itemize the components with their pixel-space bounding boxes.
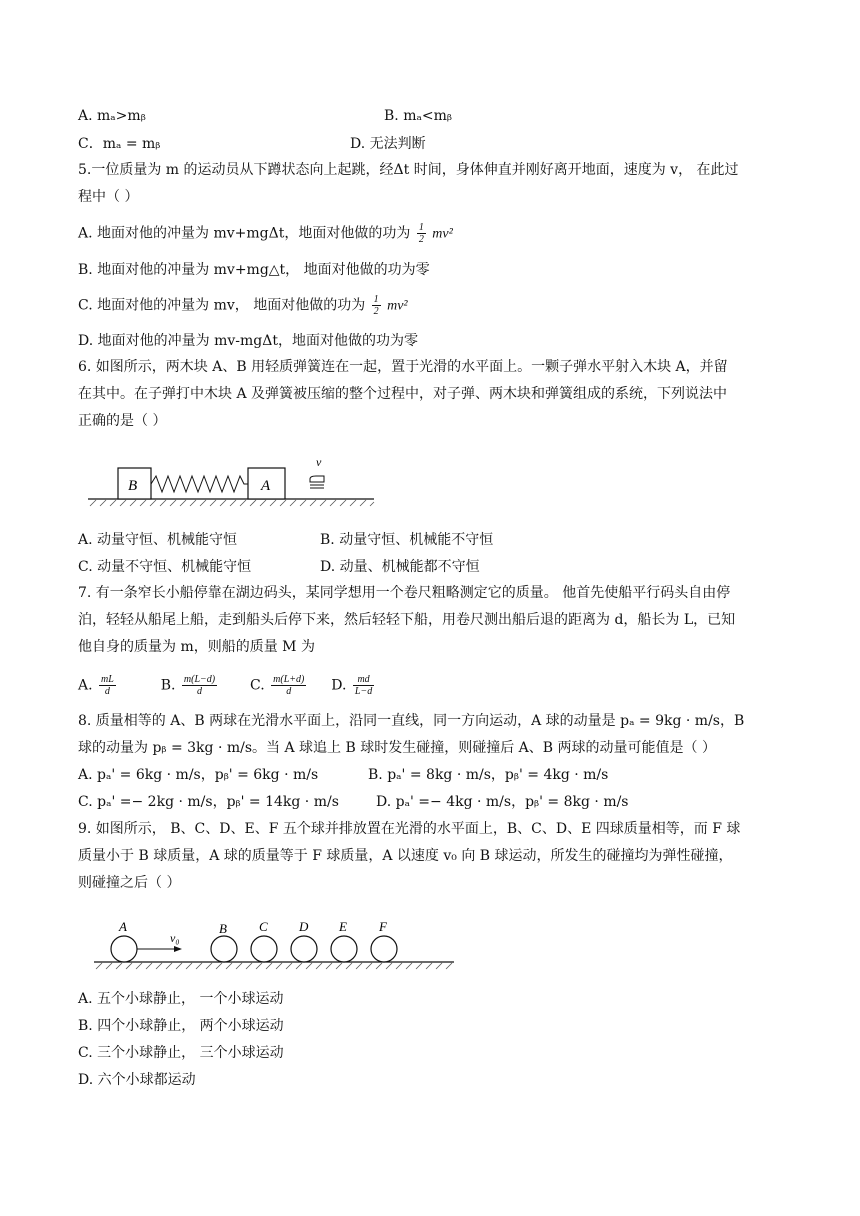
fraction-numerator: 1 (418, 222, 424, 233)
q5-stem-line2: 程中（ ） (78, 189, 139, 205)
arrow-head-icon (174, 946, 182, 952)
q4-option-b: B. mₐ<mᵦ (384, 108, 452, 124)
q7-stem-line1: 7. 有一条窄长小船停靠在湖边码头，某同学想用一个卷尺粗略测定它的质量。 他首先使船平行码头自由停 (78, 585, 731, 601)
q7-stem-line2: 泊，轻轻从船尾上船，走到船头后停下来，然后轻轻下船，用卷尺测出船后退的距离为 d，船长为 L，已知 (78, 612, 736, 628)
q8-option-d: D. pₐ' =− 4kg · m/s，pᵦ' = 8kg · m/s (376, 794, 629, 810)
q5-option-d: D. 地面对他的冲量为 mv-mgΔt，地面对他做的功为零 (78, 333, 418, 349)
q6-option-b: B. 动量守恒、机械能不守恒 (320, 532, 494, 548)
q9-stem-line2: 质量小于 B 球质量，A 球的质量等于 F 球质量，A 以速度 v₀ 向 B 球运动，所发生的碰撞均为弹性碰撞， (78, 848, 733, 864)
q4-option-d: D. 无法判断 (350, 136, 426, 152)
q9-stem-line1: 9. 如图所示， B、C、D、E、F 五个球并排放置在光滑的水平面上，B、C、D、E 四球质量相等，而 F 球 (78, 821, 741, 837)
q9-stem-line3: 则碰撞之后（ ） (78, 875, 181, 891)
ball-b (211, 936, 237, 962)
q6-option-c: C. 动量不守恒、机械能守恒 (78, 559, 252, 575)
fraction-numerator: m(L−d) (183, 674, 216, 685)
fraction-numerator: md (353, 674, 374, 686)
bullet-icon (310, 476, 324, 482)
q7-options (78, 674, 376, 697)
ball-label-b: B (219, 921, 227, 936)
ball-e (331, 936, 357, 962)
fraction-denominator: 2 (373, 306, 379, 317)
fraction-denominator: d (197, 686, 203, 697)
q7-option-d-fraction (353, 674, 374, 697)
q5-stem-line1: 5.一位质量为 m 的运动员从下蹲状态向上起跳，经Δt 时间，身体伸直并刚好离开地面，速度为 v， 在此过 (78, 162, 739, 178)
q7-option-d-label: D. (331, 677, 347, 694)
ball-label-a: A (119, 919, 127, 934)
ball-label-c: C (259, 919, 268, 934)
ball-label-d: D (299, 919, 309, 934)
q5-option-c-text: C. 地面对他的冲量为 mv， 地面对他做的功为 (78, 297, 366, 314)
ball-a (111, 936, 137, 962)
q9-option-a: A. 五个小球静止， 一个小球运动 (78, 991, 284, 1007)
ball-c (251, 936, 277, 962)
q6-figure-blocks-spring (84, 452, 384, 514)
q7-option-a-fraction (99, 674, 116, 697)
ball-label-f: F (379, 919, 387, 934)
velocity-label: v (316, 455, 322, 469)
v0-label: v₀ (170, 931, 180, 945)
q9-option-c: C. 三个小球静止， 三个小球运动 (78, 1045, 284, 1061)
ball-d (291, 936, 317, 962)
fraction-denominator: d (286, 686, 292, 697)
fraction-numerator: mL (101, 674, 114, 685)
q6-stem-line1: 6. 如图所示，两木块 A、B 用轻质弹簧连在一起，置于光滑的水平面上。一颗子弹水平射入木块 A，并留 (78, 359, 728, 375)
q6-stem-line3: 正确的是（ ） (78, 413, 167, 429)
q7-option-b-label: B. (160, 677, 176, 694)
q8-option-c: C. pₐ' =− 2kg · m/s，pᵦ' = 14kg · m/s (78, 794, 339, 810)
block-b-label: B (128, 478, 138, 494)
q5-option-b: B. 地面对他的冲量为 mv+mg△t， 地面对他做的功为零 (78, 262, 430, 278)
q7-option-b-fraction (182, 674, 217, 697)
q6-stem-line2: 在其中。在子弹打中木块 A 及弹簧被压缩的整个过程中，对子弹、两木块和弹簧组成的系统，下列说法中 (78, 386, 728, 402)
q9-option-b: B. 四个小球静止， 两个小球运动 (78, 1018, 284, 1034)
q5-option-a-tail: mv² (432, 226, 453, 242)
q9-option-d: D. 六个小球都运动 (78, 1072, 196, 1088)
fraction-numerator: 1 (373, 294, 379, 305)
fraction-denominator: d (104, 686, 110, 697)
q7-option-c-label: C. (250, 677, 265, 694)
q8-stem-line2: 球的动量为 pᵦ = 3kg · m/s。当 A 球追上 B 球时发生碰撞，则碰撞后 A、B 两球的动量可能值是（ ） (78, 740, 716, 756)
q5-option-a-fraction (417, 222, 426, 245)
fraction-numerator: m(L+d) (273, 674, 305, 685)
q4-option-c: C．mₐ = mᵦ (78, 136, 161, 152)
q5-option-c-fraction (372, 294, 381, 317)
q5-option-c (78, 294, 408, 317)
fraction-denominator: L−d (354, 686, 373, 697)
q5-option-a-text: A. 地面对他的冲量为 mv+mgΔt，地面对他做的功为 (78, 225, 411, 242)
q7-option-c-fraction (271, 674, 306, 697)
fraction-denominator: 2 (418, 234, 424, 245)
q5-option-c-tail: mv² (387, 298, 408, 314)
ball-f (371, 936, 397, 962)
q6-option-d: D. 动量、机械能都不守恒 (320, 559, 480, 575)
q8-stem-line1: 8. 质量相等的 A、B 两球在光滑水平面上，沿同一直线，同一方向运动，A 球的动量是 pₐ = 9kg · m/s，B (78, 713, 745, 729)
q8-option-b: B. pₐ' = 8kg · m/s，pᵦ' = 4kg · m/s (368, 767, 609, 783)
q7-stem-line3: 他自身的质量为 m，则船的质量 M 为 (78, 639, 315, 655)
spring (151, 476, 248, 492)
q6-option-a: A. 动量守恒、机械能守恒 (78, 532, 238, 548)
ball-label-e: E (339, 919, 347, 934)
q4-option-a: A. mₐ>mᵦ (78, 108, 146, 124)
q5-option-a (78, 222, 453, 245)
q9-figure-balls (90, 916, 460, 976)
block-a-label: A (261, 478, 271, 494)
q8-option-a: A. pₐ' = 6kg · m/s，pᵦ' = 6kg · m/s (78, 767, 319, 783)
q7-option-a-label: A. (78, 677, 93, 694)
